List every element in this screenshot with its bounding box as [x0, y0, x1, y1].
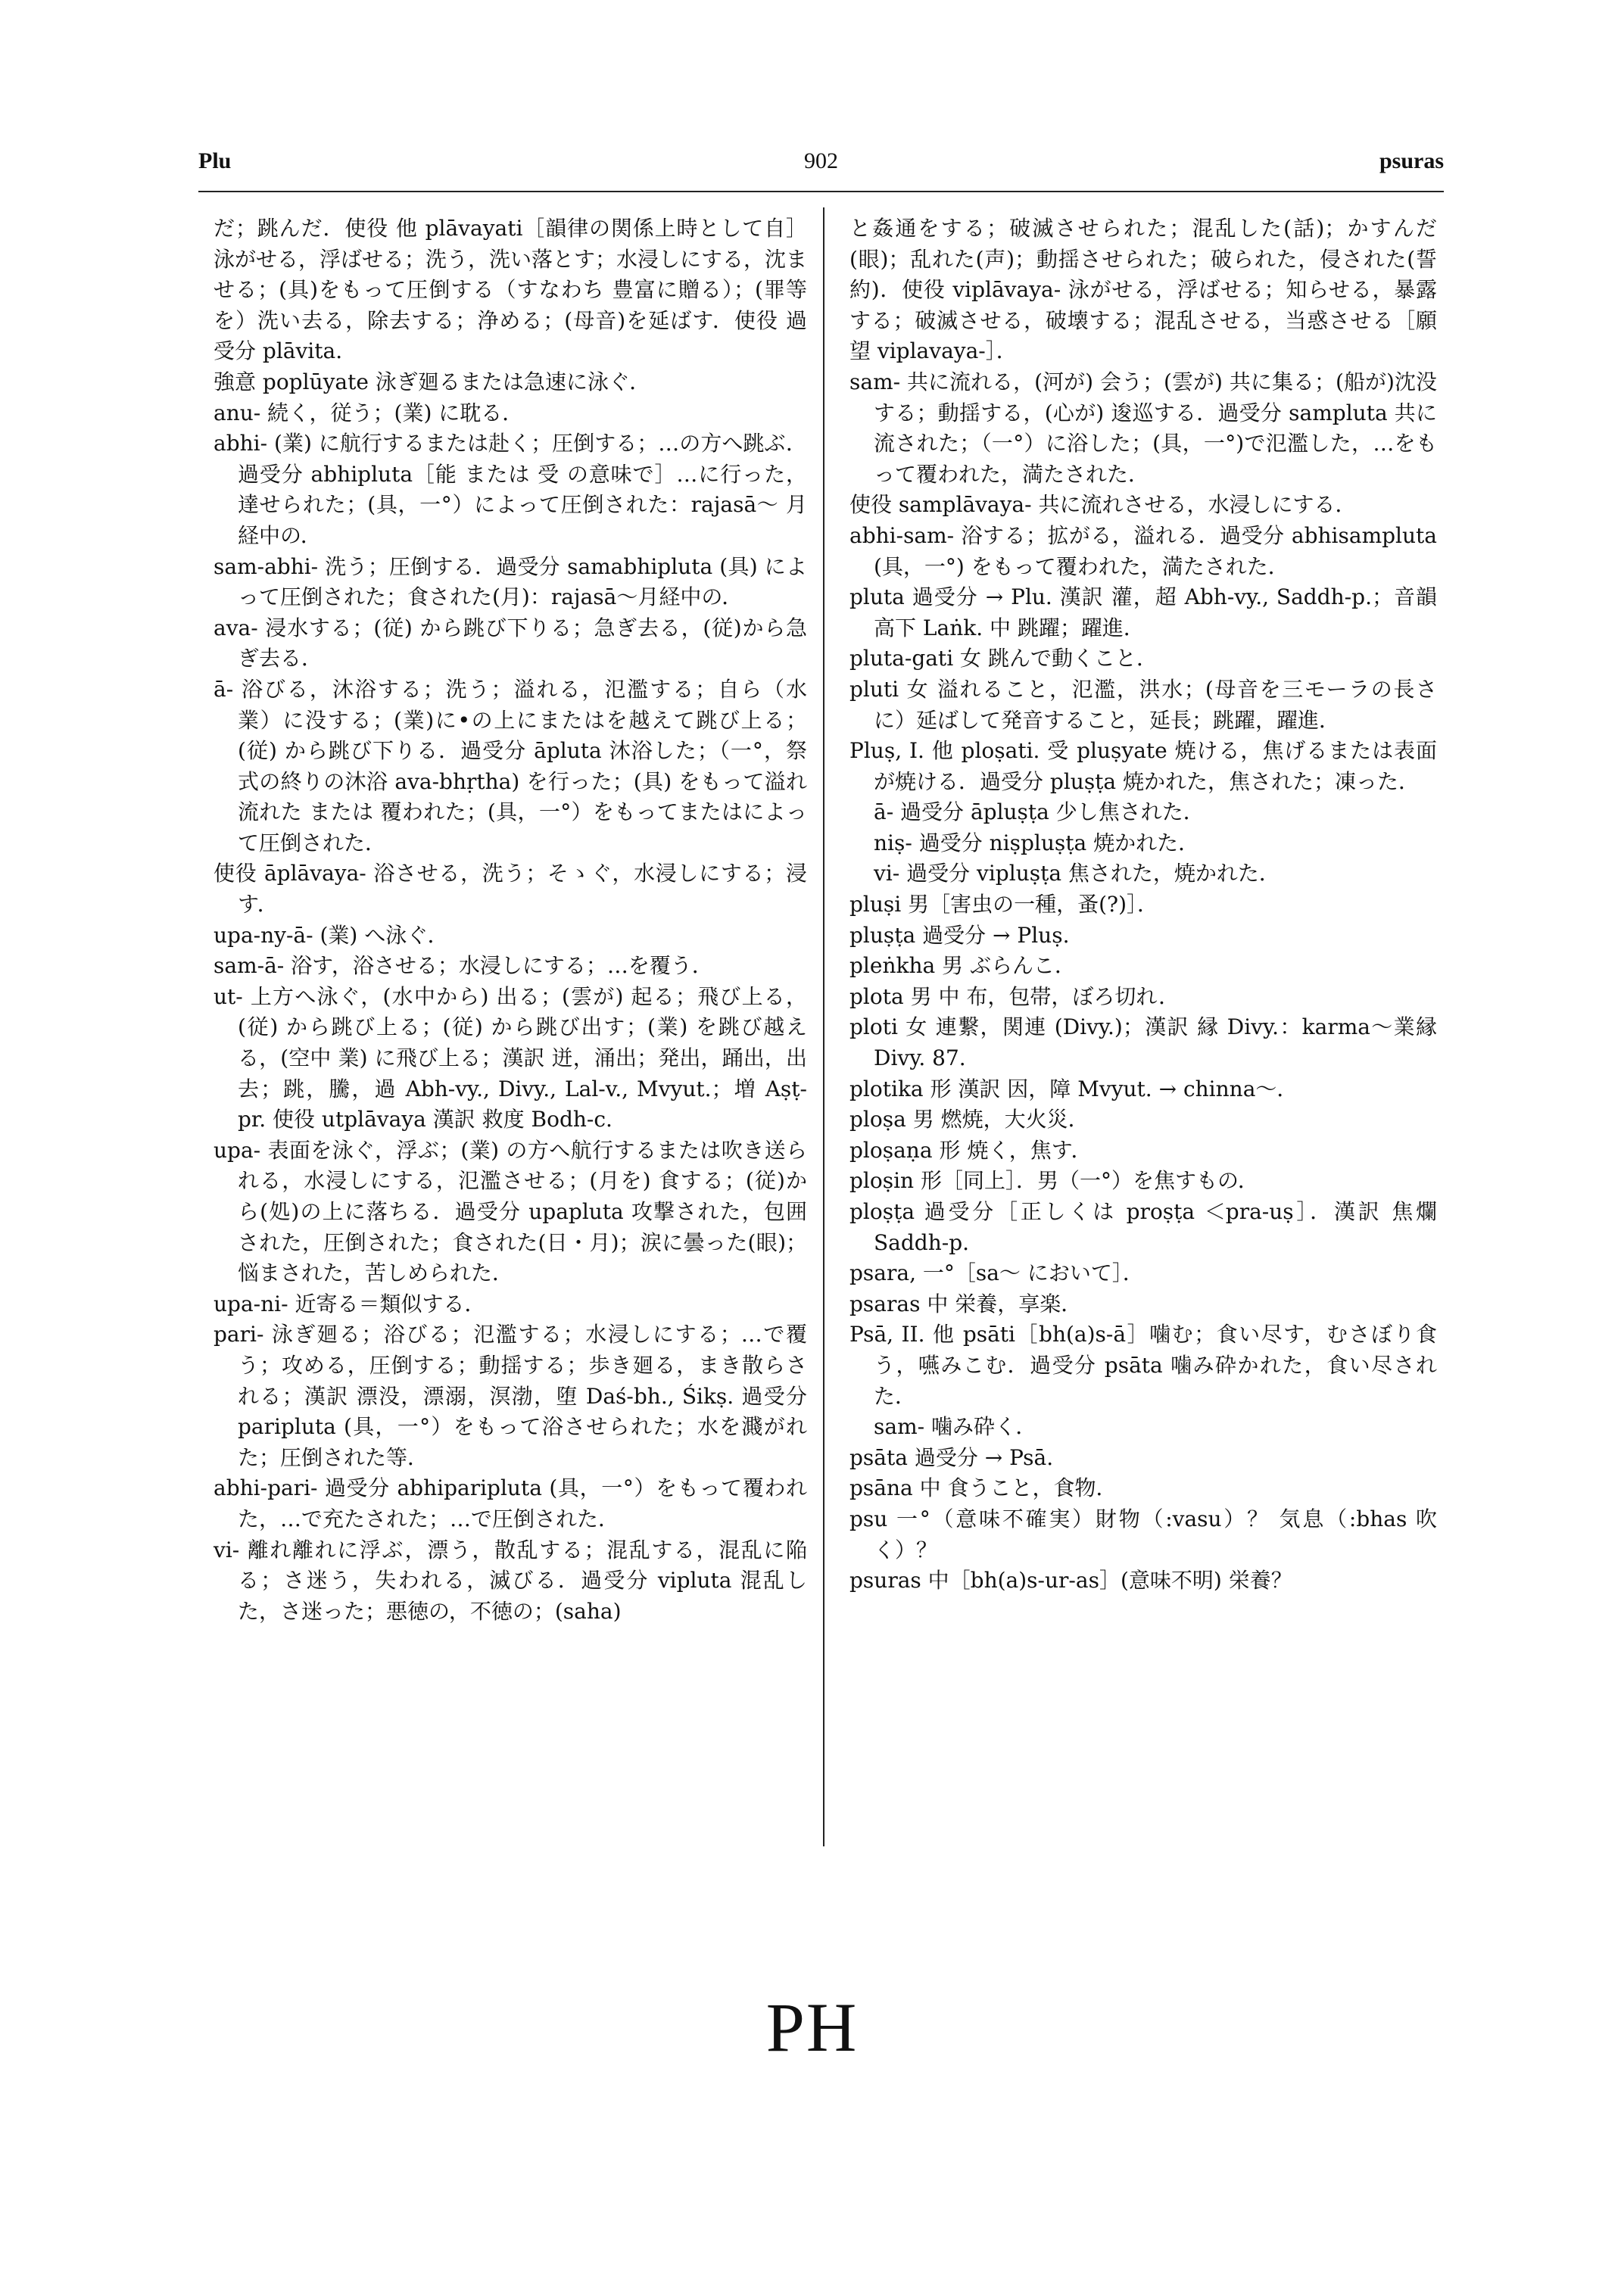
entry: sam-abhi- 洗う；圧倒する．過受分 samabhipluta (具) によって圧倒された；食された(月)：rajasā～月経中の．: [214, 553, 807, 610]
entry: sam- 噛み砕く．: [874, 1414, 1037, 1440]
entry: vi- 過受分 vipluṣṭa 焦された，焼かれた．: [874, 861, 1280, 886]
header-rule: [198, 191, 1444, 192]
entry: psāta 過受分 → Psā.: [849, 1444, 1054, 1470]
entry: psu 一°（意味不確実）財物（:vasu）？ 気息（:bhas 吹く）？: [849, 1506, 1437, 1562]
entry: ploṣa 男 燃焼，大火災．: [849, 1107, 1089, 1132]
entry: vi- 離れ離れに浮ぶ，漂う，散乱する；混乱する，混乱に陥る；さ迷う，失われる，滅びる．過受分 vipluta 混乱した，さ迷った；悪徳の，不徳の；(saha): [214, 1537, 807, 1624]
entry: psāna 中 食うこと，食物．: [849, 1475, 1117, 1501]
entry: sam- 共に流れる，(河が) 会う；(雲が) 共に集る；(船が)沈没する；動揺する，(心が) 逡巡する．過受分 sampluta 共に流された；（一°）に浴した；(具，一°)で氾濫した，…をもって覆われた，満たされた．: [849, 369, 1437, 487]
entry: だ；跳んだ．使役 他 plāvayati［韻律の関係上時として自］泳がせる，浮ばせる；洗う，洗い落とす；水浸しにする，沈ませる；(具)をもって圧倒する（すなわち 豊富に贈る）；(罪等を）洗い去る，除去する；浄める；(母音)を延ばす．使役 過受分 plāvita.: [214, 216, 808, 364]
right-column: [849, 213, 1437, 1597]
entry: と姦通をする；破滅させられた；混乱した(話)；かすんだ(眼)；乱れた(声)；動揺させられた；破られた，侵された(誓約)．使役 viplāvaya- 泳がせる，浮ばせる；知らせる，暴露する；破滅させる，破壊する；混乱させる，当惑させる［願望 viplavaya-］．: [849, 216, 1437, 364]
entry: pari- 泳ぎ廻る；浴びる；氾濫する；水浸しにする；…で覆う；攻める，圧倒する；動揺する；歩き廻る，まき散らされる；漢訳 漂没，漂溺，溟渤，堕 Daś-bh., Śikṣ. 過受分 paripluta (具，一°）をもって浴させられた；水を濺がれた；圧倒された等．: [214, 1322, 807, 1470]
entry: abhi-pari- 過受分 abhiparipluta (具，一°）をもって覆われた，…で充たされた；…で圧倒された．: [214, 1475, 807, 1531]
page-number: 902: [804, 148, 838, 173]
entry: ā- 過受分 āpluṣṭa 少し焦された．: [874, 799, 1205, 825]
entry: niṣ- 過受分 niṣpluṣṭa 焼かれた．: [874, 830, 1200, 855]
running-head-left: Plu: [198, 148, 232, 173]
entry: psara, 一°［sa～ において］．: [849, 1260, 1144, 1286]
entry: plotika 形 漢訳 因，障 Mvyut. → chinna～．: [849, 1076, 1298, 1101]
entry: ploṣin 形［同上］．男（一°）を焦すもの．: [849, 1168, 1259, 1194]
entry: sam-ā- 浴す，浴させる；水浸しにする；…を覆う．: [214, 953, 713, 979]
entry: ava- 浸水する；(従) から跳び下りる；急ぎ去る，(従)から急ぎ去る．: [214, 615, 807, 671]
section-letters: PH: [765, 1989, 859, 2066]
entry: ā- 浴びる，沐浴する；洗う；溢れる，氾濫する；自ら（水 業）に没する；(業)に•の上にまたはを越えて跳び上る；(従) から跳び下りる．過受分 āpluta 沐浴した；（一°，祭式の終りの沐浴 ava-bhṛtha) を行った；(具) をもって溢れ流れた または 覆われた；(具，一°）をもってまたはによって圧倒された．: [214, 676, 807, 855]
entry: psaras 中 栄養，享楽．: [849, 1291, 1083, 1316]
left-column: [214, 213, 807, 1627]
entry: ploti 女 連繋，関連 (Divy.)；漢訳 縁 Divy.：karma～業縁 Divy. 87.: [849, 1014, 1437, 1071]
entry: 使役 āplāvaya- 浴させる，洗う；そゝぐ，水浸しにする；浸す．: [214, 861, 807, 918]
entry: upa- 表面を泳ぐ，浮ぶ；(業) の方へ航行するまたは吹き送られる，水浸しにする，氾濫させる；(月を) 食する；(従)から(処)の上に落ちる．過受分 upapluta 攻撃された，包囲された，圧倒された；食された(日・月)；涙に曇った(眼)；悩まされた，苦しめられた．: [214, 1137, 807, 1286]
entry: abhi- (業) に航行するまたは赴く；圧倒する；…の方へ跳ぶ．過受分 abhipluta［能 または 受 の意味で］…に行った，達せられた；(具，一°）によって圧倒された：rajasā～ 月経中の．: [214, 431, 807, 548]
entry: abhi-sam- 浴する；拡がる，溢れる．過受分 abhisampluta (具，一°) をもって覆われた，満たされた．: [849, 522, 1437, 579]
entry: anu- 続く，従う；(業) に耽る．: [214, 400, 524, 425]
entry: pluta-gati 女 跳んで動くこと．: [849, 646, 1158, 671]
entry: 使役 samplāvaya- 共に流れさせる，水浸しにする．: [849, 492, 1357, 518]
entry: pleṅkha 男 ぶらんこ．: [849, 953, 1076, 979]
entry: ploṣaṇa 形 焼く，焦す．: [849, 1137, 1093, 1163]
entry: pluta 過受分 → Plu. 漢訳 灌，超 Abh-vy., Saddh-p.；音韻高下 Laṅk. 中 跳躍；躍進．: [849, 584, 1437, 640]
entry: pluṣi 男［害虫の一種，蚤(?)］．: [849, 892, 1158, 918]
running-head-right: psuras: [1379, 148, 1444, 173]
entry: pluti 女 溢れること，氾濫，洪水；(母音を三モーラの長さに）延ばして発音すること，延長；跳躍，躍進．: [849, 676, 1437, 733]
entry: upa-ni- 近寄る＝類似する．: [214, 1291, 486, 1316]
entry: upa-ny-ā- (業) へ泳ぐ．: [214, 922, 449, 948]
entry: plota 男 中 布，包帯，ぼろ切れ．: [849, 983, 1180, 1009]
entry: 強意 poplūyate 泳ぎ廻るまたは急速に泳ぐ．: [214, 369, 651, 394]
entry: psuras 中［bh(a)s-ur-as］(意味不明) 栄養？: [849, 1568, 1292, 1594]
entry: pluṣṭa 過受分 → Pluṣ.: [849, 922, 1070, 948]
entry: Psā, II. 他 psāti［bh(a)s-ā］噛む；食い尽す，むさぼり食う，嚥みこむ．過受分 psāta 噛み砕かれた，食い尽された．: [849, 1322, 1437, 1409]
entry: Pluṣ, I. 他 ploṣati. 受 pluṣyate 焼ける，焦げるまたは表面が焼ける．過受分 pluṣṭa 焼かれた，焦された；凍った．: [849, 738, 1437, 794]
entry: ploṣṭa 過受分［正しくは proṣṭa ＜pra-uṣ］．漢訳 焦爛 Saddh-p.: [849, 1199, 1437, 1255]
entry: ut- 上方へ泳ぐ，(水中から) 出る；(雲が) 起る；飛び上る，(従) から跳び上る；(従) から跳び出す；(業) を跳び越える，(空中 業) に飛び上る；漢訳 迸，涌出；発出，踊出，出去；跳，騰，過 Abh-vy., Divy., Lal-v., Mvyut.；増 Aṣṭ-pr. 使役 utplāvaya 漢訳 救度 Bodh-c.: [214, 983, 807, 1132]
column-divider: [823, 207, 824, 1846]
page-header: [198, 148, 1444, 185]
